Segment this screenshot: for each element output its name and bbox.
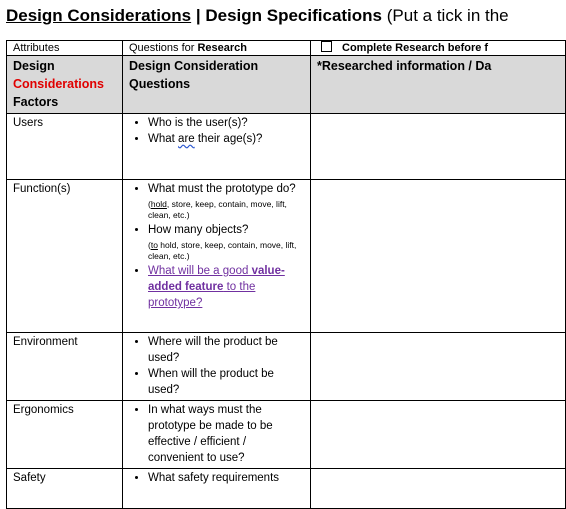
row-questions [123,401,311,469]
question-text: What [148,133,179,145]
table-row [7,333,566,401]
list-item [148,263,304,311]
value-added-link[interactable] [148,265,285,309]
list-item: • In what ways must the prototype be made to be effective / efficient / convenient to use? [148,402,304,466]
checkbox-icon[interactable] [321,41,332,52]
row-attribute: Environment [7,333,123,401]
subheader-row [7,56,566,114]
question-text: What must the prototype do? [148,183,296,195]
list-item: • What safety requirements [148,470,304,486]
table-row [7,469,566,509]
subheader-factors-line2: Considerations [13,77,104,91]
note-text: hold, store, keep, contain, move, lift, clean, etc.) [148,240,297,261]
row-research-cell[interactable] [311,401,566,469]
link-text: to the prototype? [148,281,256,309]
question-note: (hold, store, keep, contain, move, lift, clean, etc.) [148,199,287,220]
row-questions [123,180,311,333]
note-text: , store, keep, contain, move, lift, clean, etc.) [148,199,287,220]
title-instruction: (Put a tick in the [382,6,509,25]
header-questions-research: Research [197,42,248,54]
row-attribute: Users [7,114,123,180]
table-row [7,114,566,180]
note-underlined: hold [150,199,167,209]
row-research-cell[interactable] [311,469,566,509]
subheader-researched-info: *Researched information / Da [311,56,566,114]
table-row [7,401,566,469]
list-item: • Where will the product be used? [148,334,304,366]
subheader-factors-line3: Factors [13,95,59,109]
header-row [7,41,566,56]
header-questions [123,41,311,56]
header-questions-prefix: Questions for [129,42,198,54]
row-questions [123,333,311,401]
title-design-specifications: Design Specifications [205,6,383,25]
subheader-factors [7,56,123,114]
table-row [7,180,566,333]
list-item [148,181,304,221]
list-item [148,131,304,147]
row-questions [123,114,311,180]
header-attributes: Attributes [7,41,123,56]
row-research-cell[interactable] [311,114,566,180]
row-attribute: Safety [7,469,123,509]
list-item: • When will the product be used? [148,366,304,398]
link-text-bold: value-added feature [148,265,285,293]
header-complete-research [311,41,566,56]
note-underlined: to [150,240,158,250]
subheader-questions: Design Consideration Questions [123,56,311,114]
subheader-factors-line1: Design [13,59,55,73]
row-attribute: Function(s) [7,180,123,333]
question-text: How many objects? [148,224,249,236]
spellcheck-word: are [178,133,195,145]
row-questions [123,469,311,509]
link-text: What will be a good [148,265,252,277]
question-note: (to hold, store, keep, contain, move, lift, clean, etc.) [148,240,297,261]
row-attribute: Ergonomics [7,401,123,469]
row-research-cell[interactable] [311,333,566,401]
row-research-cell[interactable] [311,180,566,333]
question-text: their age(s)? [194,133,263,145]
header-complete-research-label: Complete Research before f [342,42,489,54]
list-item [148,222,304,262]
title-separator: | [191,6,206,25]
title-design-considerations: Design Considerations [6,6,192,25]
considerations-table [6,40,566,509]
list-item: • Who is the user(s)? [148,115,304,131]
document-title [6,4,509,28]
